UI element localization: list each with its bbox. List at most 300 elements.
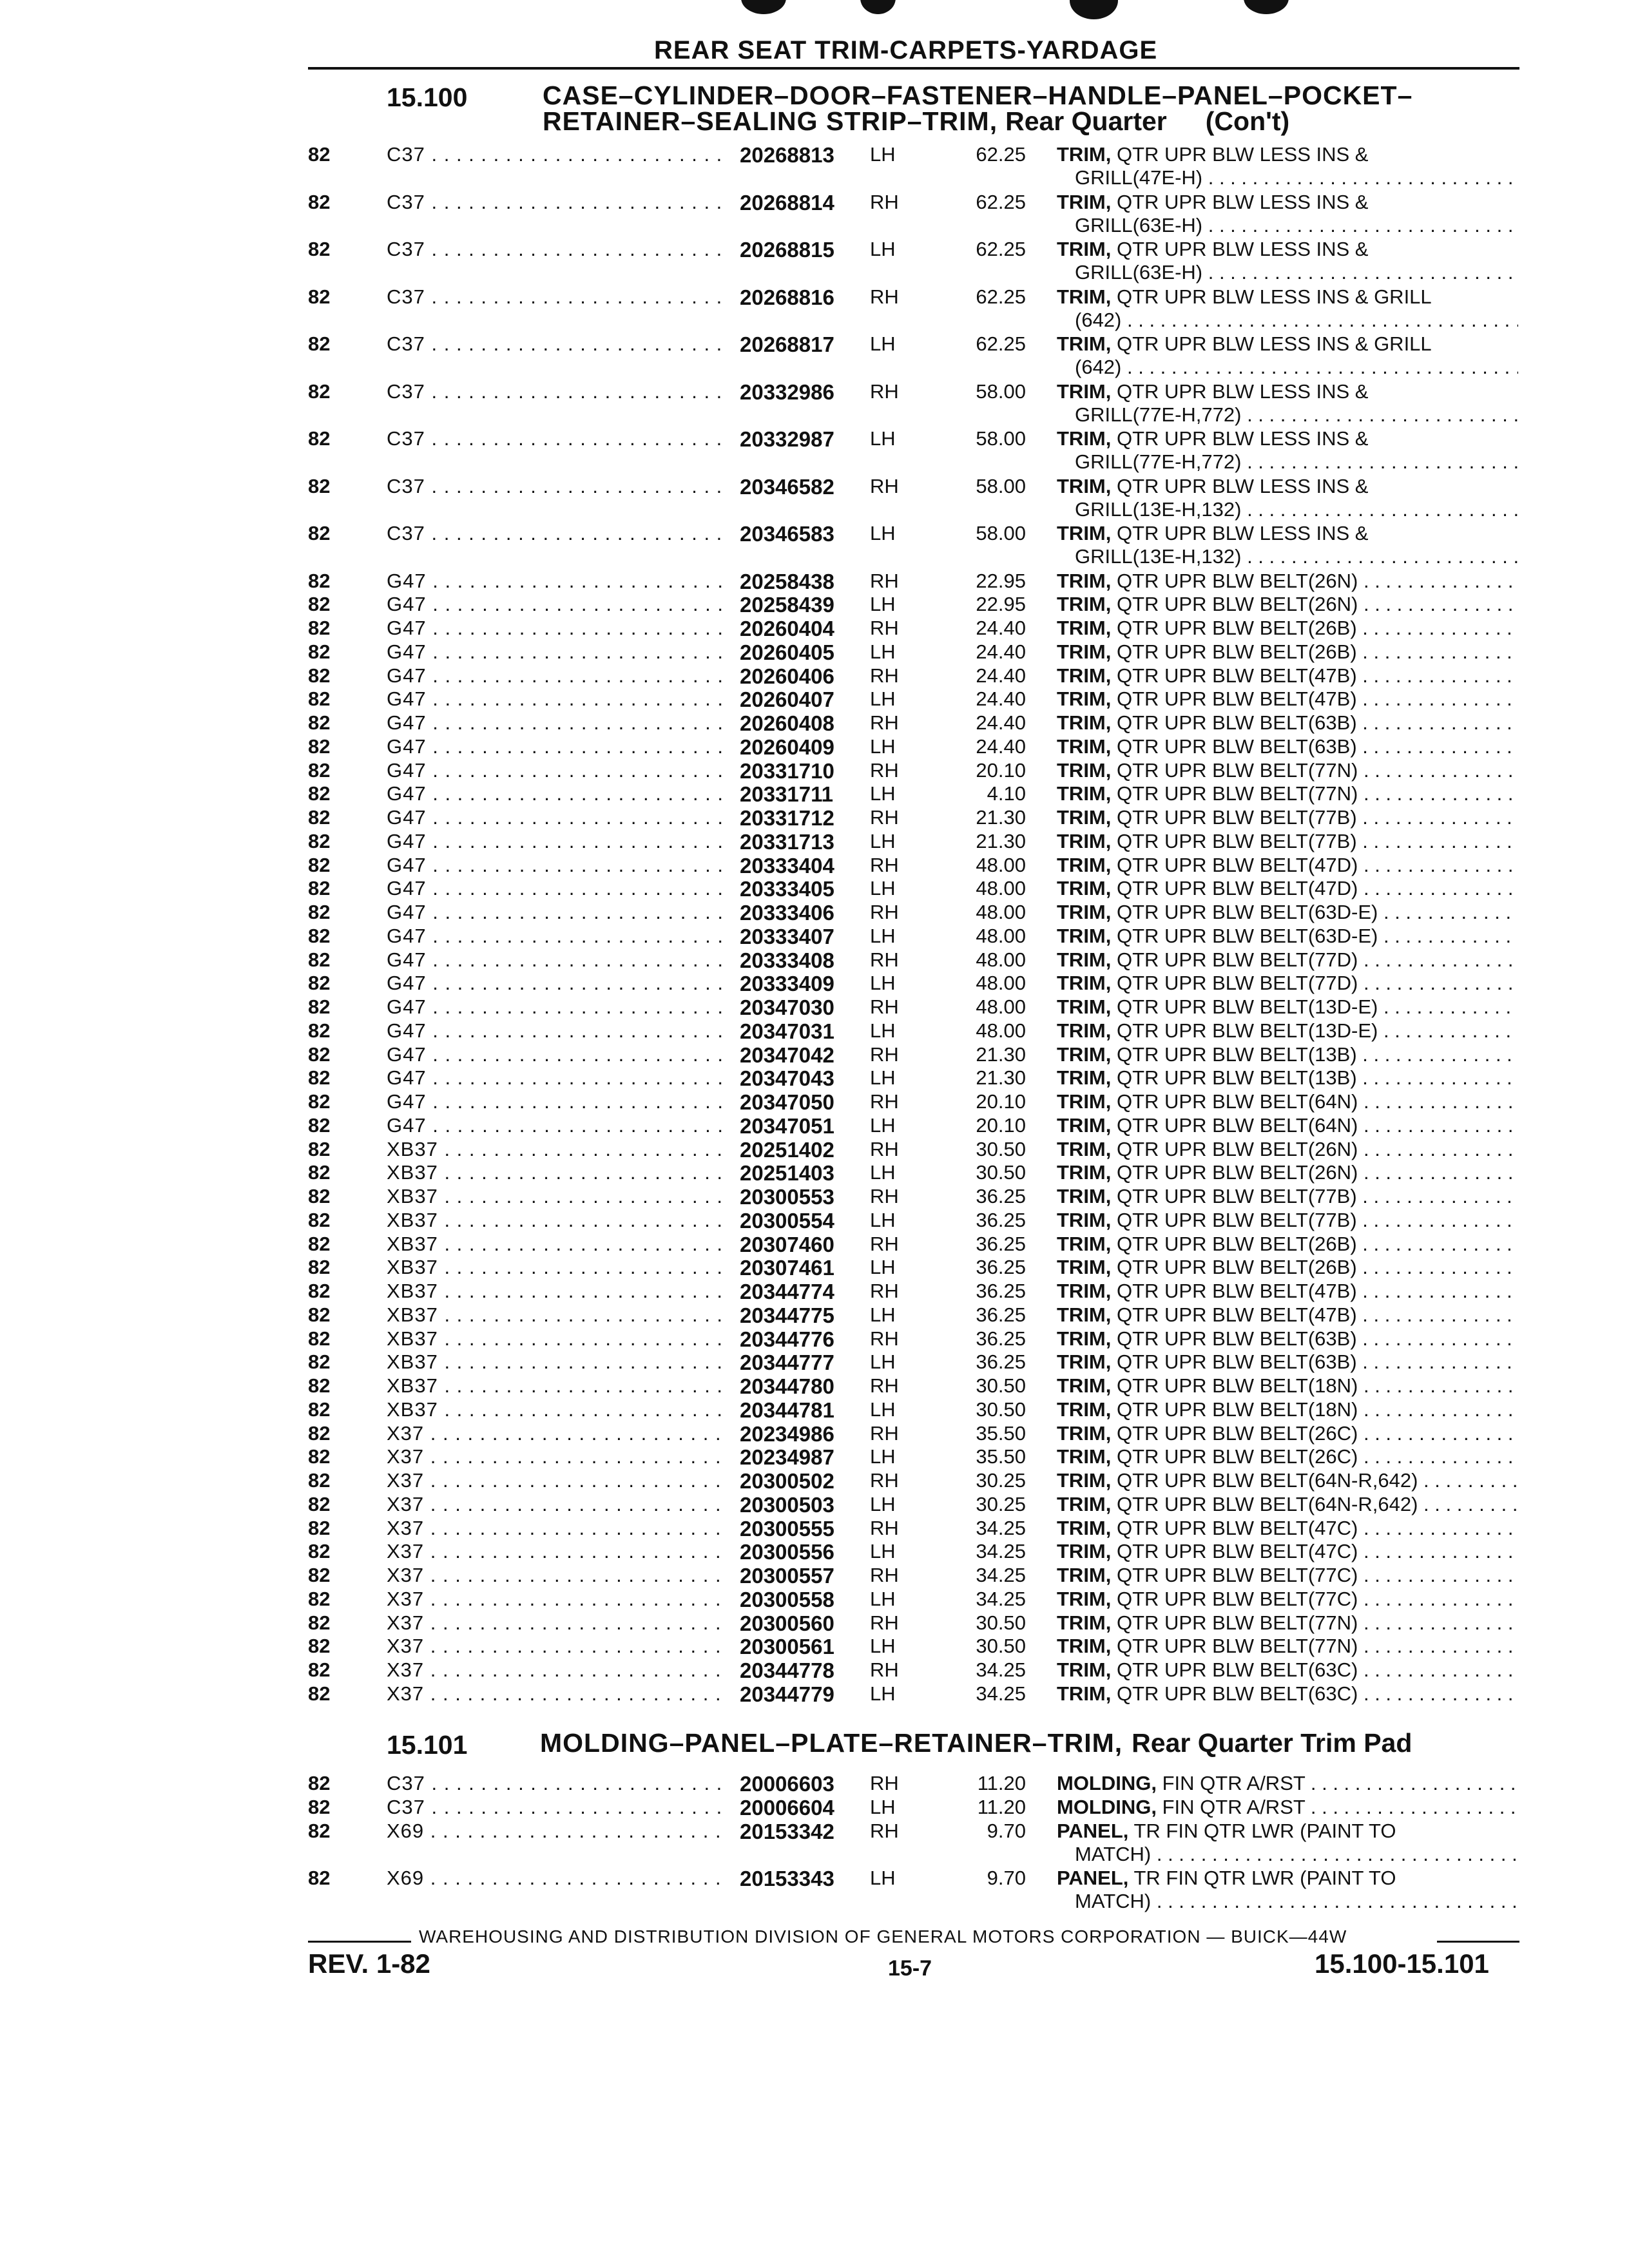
- description-text: QTR UPR BLW BELT(64N-R,642): [1117, 1469, 1418, 1492]
- description-line: [1057, 1493, 1518, 1516]
- model-year: 82: [308, 924, 331, 947]
- part-number: 20333407: [740, 924, 834, 948]
- model-year: 82: [308, 1350, 331, 1374]
- description-line-continued: (642) . . .: [1057, 309, 1518, 332]
- description-line: [1057, 782, 1518, 805]
- list-price: 30.50: [976, 1161, 1026, 1184]
- part-number: 20331712: [740, 806, 834, 830]
- model-year: 82: [308, 1658, 331, 1681]
- description-noun: TRIM,: [1057, 806, 1112, 829]
- model-year: 82: [308, 782, 331, 805]
- side-code: RH: [870, 569, 899, 592]
- part-description: [1057, 143, 1518, 189]
- part-number: 20300560: [740, 1611, 834, 1635]
- series-code: XB37 . . .: [387, 1256, 722, 1279]
- series-code: XB37 . . .: [387, 1138, 722, 1161]
- model-year: 82: [308, 1516, 331, 1539]
- part-description: [1057, 1138, 1518, 1161]
- list-price: 30.50: [976, 1137, 1026, 1160]
- description-noun: TRIM,: [1057, 1682, 1112, 1705]
- description-text: QTR UPR BLW BELT(47B): [1117, 664, 1357, 687]
- list-price: 24.40: [976, 640, 1026, 663]
- part-description: [1057, 925, 1518, 948]
- description-line: [1057, 1422, 1518, 1445]
- side-code: RH: [870, 1090, 899, 1113]
- side-code: RH: [870, 1421, 899, 1445]
- series-code: G47 . . .: [387, 782, 722, 805]
- list-price: 62.25: [976, 285, 1026, 308]
- side-code: RH: [870, 711, 899, 734]
- model-year: 82: [308, 1374, 331, 1397]
- description-line: [1057, 1209, 1518, 1232]
- model-year: 82: [308, 877, 331, 900]
- series-code: G47 . . .: [387, 925, 722, 948]
- model-year: 82: [308, 640, 331, 663]
- model-year: 82: [308, 735, 331, 758]
- series-code: G47 . . .: [387, 854, 722, 877]
- model-year: 82: [308, 1303, 331, 1326]
- model-year: 82: [308, 285, 331, 308]
- model-year: 82: [308, 190, 331, 213]
- list-price: 21.30: [976, 829, 1026, 852]
- part-description: [1057, 1327, 1518, 1350]
- series-code: G47 . . .: [387, 640, 722, 664]
- description-text: QTR UPR BLW BELT(77N): [1117, 1635, 1358, 1658]
- model-year: 82: [308, 1137, 331, 1160]
- series-code: G47 . . .: [387, 806, 722, 829]
- series-code: C37 . . .: [387, 285, 722, 309]
- description-noun: TRIM,: [1057, 1185, 1112, 1207]
- model-year: 82: [308, 380, 331, 403]
- list-price: 48.00: [976, 1019, 1026, 1042]
- section-title-line: [543, 108, 1412, 134]
- list-price: 34.25: [976, 1564, 1026, 1586]
- part-description: [1057, 1161, 1518, 1184]
- description-text: TR FIN QTR LWR (PAINT TO: [1133, 1819, 1396, 1842]
- series-code: C37 . . .: [387, 522, 722, 545]
- description-line: [1057, 570, 1518, 593]
- description-line-continued: MATCH) . . .: [1057, 1890, 1518, 1913]
- description-line: [1057, 1517, 1518, 1540]
- description-text: QTR UPR BLW BELT(77C): [1117, 1587, 1358, 1610]
- part-number: 20347043: [740, 1066, 834, 1091]
- description-noun: TRIM,: [1057, 1635, 1112, 1658]
- part-description: [1057, 1445, 1518, 1468]
- series-code: G47 . . .: [387, 995, 722, 1019]
- description-text: QTR UPR BLW BELT(77D): [1117, 948, 1358, 971]
- list-price: 24.40: [976, 687, 1026, 711]
- description-text: QTR UPR BLW BELT(47B): [1117, 1303, 1357, 1326]
- description-line-continued: GRILL(77E-H,772) . . .: [1057, 450, 1518, 474]
- description-text: QTR UPR BLW BELT(26C): [1117, 1445, 1358, 1468]
- series-code: G47 . . .: [387, 593, 722, 616]
- description-line: [1057, 238, 1518, 261]
- description-text: QTR UPR BLW LESS INS & GRILL: [1117, 285, 1432, 308]
- description-line: [1057, 830, 1518, 853]
- description-noun: TRIM,: [1057, 782, 1112, 805]
- side-code: RH: [870, 664, 899, 687]
- page-header: REAR SEAT TRIM-CARPETS-YARDAGE: [654, 36, 1158, 64]
- description-text: QTR UPR BLW BELT(63B): [1117, 1327, 1357, 1350]
- description-noun: TRIM,: [1057, 380, 1112, 403]
- part-description: [1057, 972, 1518, 995]
- section-title: [543, 82, 1412, 134]
- description-noun: TRIM,: [1057, 711, 1112, 734]
- description-noun: TRIM,: [1057, 1090, 1112, 1113]
- part-description: [1057, 1469, 1518, 1492]
- part-description: [1057, 1772, 1518, 1795]
- description-line: [1057, 1635, 1518, 1658]
- part-description: [1057, 522, 1518, 568]
- part-number: 20333405: [740, 877, 834, 901]
- list-price: 36.25: [976, 1208, 1026, 1231]
- list-price: 36.25: [976, 1303, 1026, 1326]
- footer-rule-right: [1437, 1941, 1519, 1943]
- description-line: [1057, 1772, 1518, 1795]
- side-code: LH: [870, 782, 896, 805]
- part-description: [1057, 285, 1518, 332]
- model-year: 82: [308, 1185, 331, 1207]
- section-title-suffix: Rear Quarter: [1005, 106, 1167, 136]
- description-noun: TRIM,: [1057, 877, 1112, 900]
- description-noun: TRIM,: [1057, 617, 1112, 639]
- description-line: [1057, 1043, 1518, 1066]
- model-year: 82: [308, 1587, 331, 1610]
- series-code: X37 . . .: [387, 1658, 722, 1682]
- side-code: LH: [870, 1492, 896, 1515]
- list-price: 62.25: [976, 143, 1026, 166]
- description-text: QTR UPR BLW BELT(64N): [1117, 1113, 1358, 1137]
- description-line: [1057, 640, 1518, 664]
- description-text: QTR UPR BLW BELT(63B): [1117, 735, 1357, 758]
- series-code: G47 . . .: [387, 948, 722, 972]
- section-number: 15.100: [387, 82, 468, 112]
- section-title-text: RETAINER–SEALING STRIP–TRIM,: [543, 106, 998, 136]
- part-description: [1057, 1540, 1518, 1563]
- part-description: [1057, 1682, 1518, 1706]
- side-code: LH: [870, 687, 896, 711]
- description-line: [1057, 664, 1518, 687]
- punch-hole-mark: [860, 0, 896, 14]
- model-year: 82: [308, 711, 331, 734]
- description-line: [1057, 1350, 1518, 1374]
- series-code: G47 . . .: [387, 570, 722, 593]
- part-description: [1057, 735, 1518, 758]
- description-noun: TRIM,: [1057, 1350, 1112, 1374]
- part-number: 20347042: [740, 1043, 834, 1067]
- description-noun: TRIM,: [1057, 1066, 1112, 1090]
- part-description: [1057, 1090, 1518, 1113]
- description-text: QTR UPR BLW BELT(18N): [1117, 1374, 1358, 1397]
- description-noun: TRIM,: [1057, 427, 1112, 450]
- side-code: RH: [870, 617, 899, 639]
- part-description: [1057, 1256, 1518, 1279]
- model-year: 82: [308, 829, 331, 852]
- part-description: [1057, 617, 1518, 640]
- description-line: [1057, 1138, 1518, 1161]
- list-price: 34.25: [976, 1658, 1026, 1681]
- page-number: 15-7: [888, 1956, 932, 1981]
- part-number: 20332987: [740, 427, 834, 451]
- series-code: C37 . . .: [387, 427, 722, 450]
- list-price: 36.25: [976, 1350, 1026, 1374]
- model-year: 82: [308, 1327, 331, 1350]
- series-code: X37 . . .: [387, 1635, 722, 1658]
- part-number: 20346582: [740, 474, 834, 499]
- part-description: [1057, 1374, 1518, 1398]
- list-price: 30.25: [976, 1492, 1026, 1515]
- part-number: 20347031: [740, 1019, 834, 1043]
- side-code: RH: [870, 1658, 899, 1681]
- description-text: QTR UPR BLW BELT(18N): [1117, 1398, 1358, 1421]
- list-price: 9.70: [987, 1819, 1026, 1842]
- series-code: G47 . . .: [387, 901, 722, 924]
- model-year: 82: [308, 1208, 331, 1231]
- model-year: 82: [308, 948, 331, 971]
- list-price: 48.00: [976, 924, 1026, 947]
- description-text: QTR UPR BLW BELT(26N): [1117, 593, 1358, 616]
- part-number: 20333408: [740, 948, 834, 972]
- description-text: QTR UPR BLW BELT(64N): [1117, 1090, 1358, 1113]
- part-number: 20268815: [740, 238, 834, 262]
- description-noun: TRIM,: [1057, 143, 1112, 166]
- description-noun: TRIM,: [1057, 853, 1112, 876]
- list-price: 36.25: [976, 1256, 1026, 1279]
- description-noun: TRIM,: [1057, 238, 1112, 260]
- side-code: LH: [870, 1445, 896, 1468]
- list-price: 21.30: [976, 1043, 1026, 1066]
- description-noun: TRIM,: [1057, 474, 1112, 497]
- part-number: 20307460: [740, 1232, 834, 1256]
- model-year: 82: [308, 1043, 331, 1066]
- list-price: 62.25: [976, 332, 1026, 355]
- model-year: 82: [308, 687, 331, 711]
- list-price: 34.25: [976, 1516, 1026, 1539]
- series-code: X37 . . .: [387, 1445, 722, 1468]
- part-description: [1057, 995, 1518, 1019]
- description-noun: TRIM,: [1057, 1658, 1112, 1681]
- list-price: 4.10: [987, 782, 1026, 805]
- description-text: QTR UPR BLW BELT(13B): [1117, 1066, 1357, 1090]
- part-number: 20260404: [740, 617, 834, 640]
- series-code: XB37 . . .: [387, 1280, 722, 1303]
- part-description: [1057, 759, 1518, 782]
- series-code: XB37 . . .: [387, 1303, 722, 1327]
- description-line: [1057, 1611, 1518, 1635]
- side-code: LH: [870, 1113, 896, 1137]
- part-description: [1057, 1233, 1518, 1256]
- description-text: QTR UPR BLW BELT(63C): [1117, 1682, 1358, 1705]
- description-line: [1057, 1090, 1518, 1113]
- model-year: 82: [308, 593, 331, 616]
- model-year: 82: [308, 1113, 331, 1137]
- description-line: [1057, 617, 1518, 640]
- part-number: 20258439: [740, 593, 834, 617]
- description-noun: TRIM,: [1057, 285, 1112, 308]
- model-year: 82: [308, 1772, 331, 1794]
- part-description: [1057, 1517, 1518, 1540]
- part-description: [1057, 1066, 1518, 1090]
- list-price: 24.40: [976, 617, 1026, 639]
- description-line-continued: MATCH) . . .: [1057, 1843, 1518, 1866]
- side-code: LH: [870, 1303, 896, 1326]
- description-text: QTR UPR BLW BELT(64N-R,642): [1117, 1492, 1418, 1515]
- side-code: LH: [870, 1208, 896, 1231]
- description-line: [1057, 854, 1518, 877]
- description-text: FIN QTR A/RST: [1162, 1795, 1306, 1818]
- part-description: [1057, 1114, 1518, 1137]
- section-title-suffix: Rear Quarter Trim Pad: [1132, 1728, 1412, 1758]
- description-text: QTR UPR BLW LESS INS &: [1117, 238, 1369, 260]
- list-price: 11.20: [977, 1772, 1026, 1794]
- description-text: QTR UPR BLW BELT(47C): [1117, 1540, 1358, 1563]
- description-noun: TRIM,: [1057, 640, 1112, 663]
- description-line: [1057, 1303, 1518, 1327]
- description-line: [1057, 948, 1518, 972]
- list-price: 48.00: [976, 972, 1026, 995]
- description-line: [1057, 995, 1518, 1019]
- part-number: 20260406: [740, 664, 834, 688]
- description-text: QTR UPR BLW BELT(47D): [1117, 877, 1358, 900]
- list-price: 35.50: [976, 1445, 1026, 1468]
- description-line: [1057, 1682, 1518, 1706]
- series-code: G47 . . .: [387, 1114, 722, 1137]
- description-text: QTR UPR BLW BELT(26C): [1117, 1421, 1358, 1445]
- part-number: 20331713: [740, 829, 834, 854]
- description-line: [1057, 1233, 1518, 1256]
- model-year: 82: [308, 1398, 331, 1421]
- series-code: XB37 . . .: [387, 1161, 722, 1184]
- section-title-text: MOLDING–PANEL–PLATE–RETAINER–TRIM,: [540, 1728, 1123, 1758]
- model-year: 82: [308, 1682, 331, 1705]
- description-line: [1057, 1114, 1518, 1137]
- part-number: 20344781: [740, 1398, 834, 1422]
- side-code: LH: [870, 972, 896, 995]
- side-code: LH: [870, 735, 896, 758]
- series-code: C37 . . .: [387, 475, 722, 498]
- side-code: RH: [870, 1772, 899, 1794]
- series-code: C37 . . .: [387, 238, 722, 261]
- part-description: [1057, 1422, 1518, 1445]
- model-year: 82: [308, 1232, 331, 1255]
- description-text: QTR UPR BLW LESS INS &: [1117, 522, 1369, 544]
- part-number: 20300556: [740, 1540, 834, 1564]
- list-price: 58.00: [976, 427, 1026, 450]
- description-line: [1057, 901, 1518, 924]
- series-code: X37 . . .: [387, 1540, 722, 1563]
- footer-division: WAREHOUSING AND DISTRIBUTION DIVISION OF GENERAL MOTORS CORPORATION — BUICK—44W: [419, 1927, 1347, 1946]
- list-price: 48.00: [976, 995, 1026, 1018]
- description-line-continued: GRILL(77E-H,772) . . .: [1057, 403, 1518, 427]
- side-code: RH: [870, 1043, 899, 1066]
- side-code: RH: [870, 1280, 899, 1302]
- series-code: G47 . . .: [387, 711, 722, 735]
- list-price: 30.25: [976, 1469, 1026, 1492]
- description-noun: TRIM,: [1057, 1280, 1112, 1302]
- description-noun: TRIM,: [1057, 948, 1112, 971]
- description-text: QTR UPR BLW LESS INS &: [1117, 190, 1369, 213]
- side-code: LH: [870, 1795, 896, 1818]
- description-noun: TRIM,: [1057, 995, 1112, 1018]
- description-line: [1057, 522, 1518, 545]
- model-year: 82: [308, 143, 331, 166]
- part-number: 20153342: [740, 1819, 834, 1843]
- description-text: QTR UPR BLW BELT(47D): [1117, 853, 1358, 876]
- list-price: 30.50: [976, 1374, 1026, 1397]
- description-noun: TRIM,: [1057, 972, 1112, 995]
- description-noun: TRIM,: [1057, 735, 1112, 758]
- series-code: X37 . . .: [387, 1422, 722, 1445]
- series-code: C37 . . .: [387, 332, 722, 356]
- side-code: LH: [870, 1587, 896, 1610]
- description-text: QTR UPR BLW BELT(26B): [1117, 640, 1357, 663]
- description-text: QTR UPR BLW LESS INS &: [1117, 474, 1369, 497]
- side-code: LH: [870, 427, 896, 450]
- list-price: 58.00: [976, 474, 1026, 497]
- description-text: QTR UPR BLW BELT(47B): [1117, 687, 1357, 711]
- description-text: QTR UPR BLW LESS INS &: [1117, 427, 1369, 450]
- side-code: RH: [870, 853, 899, 876]
- side-code: LH: [870, 1256, 896, 1279]
- part-description: [1057, 191, 1518, 237]
- description-text: QTR UPR BLW BELT(26B): [1117, 1232, 1357, 1255]
- description-line: [1057, 593, 1518, 616]
- series-code: G47 . . .: [387, 972, 722, 995]
- model-year: 82: [308, 853, 331, 876]
- description-text: QTR UPR BLW BELT(26B): [1117, 1256, 1357, 1279]
- part-description: [1057, 1303, 1518, 1327]
- description-text: QTR UPR BLW BELT(77N): [1117, 1611, 1358, 1634]
- side-code: RH: [870, 1516, 899, 1539]
- side-code: RH: [870, 1819, 899, 1842]
- series-code: G47 . . .: [387, 617, 722, 640]
- part-number: 20331711: [740, 782, 834, 807]
- part-description: [1057, 640, 1518, 664]
- part-description: [1057, 1611, 1518, 1635]
- description-text: QTR UPR BLW BELT(63B): [1117, 711, 1357, 734]
- footer-rule-left: [308, 1941, 411, 1943]
- series-code: C37 . . .: [387, 143, 722, 166]
- model-year: 82: [308, 995, 331, 1018]
- list-price: 48.00: [976, 877, 1026, 900]
- description-text: QTR UPR BLW BELT(47B): [1117, 1280, 1357, 1302]
- description-line: [1057, 1066, 1518, 1090]
- side-code: RH: [870, 995, 899, 1018]
- list-price: 58.00: [976, 522, 1026, 544]
- description-text: QTR UPR BLW BELT(77C): [1117, 1564, 1358, 1586]
- list-price: 9.70: [987, 1867, 1026, 1889]
- description-text: QTR UPR BLW BELT(47C): [1117, 1516, 1358, 1539]
- side-code: LH: [870, 829, 896, 852]
- part-number: 20268813: [740, 143, 834, 167]
- part-number: 20251403: [740, 1161, 834, 1186]
- side-code: RH: [870, 1469, 899, 1492]
- part-number: 20234987: [740, 1445, 834, 1470]
- series-code: C37 . . .: [387, 1772, 722, 1795]
- description-text: QTR UPR BLW BELT(63D-E): [1117, 924, 1378, 947]
- list-price: 30.50: [976, 1398, 1026, 1421]
- description-noun: TRIM,: [1057, 1398, 1112, 1421]
- description-noun: TRIM,: [1057, 1564, 1112, 1586]
- series-code: X37 . . .: [387, 1493, 722, 1516]
- model-year: 82: [308, 664, 331, 687]
- part-number: 20344780: [740, 1374, 834, 1398]
- description-line: [1057, 1445, 1518, 1468]
- description-line: [1057, 1540, 1518, 1563]
- part-description: [1057, 1043, 1518, 1066]
- part-number: 20300554: [740, 1208, 834, 1233]
- description-noun: TRIM,: [1057, 1492, 1112, 1515]
